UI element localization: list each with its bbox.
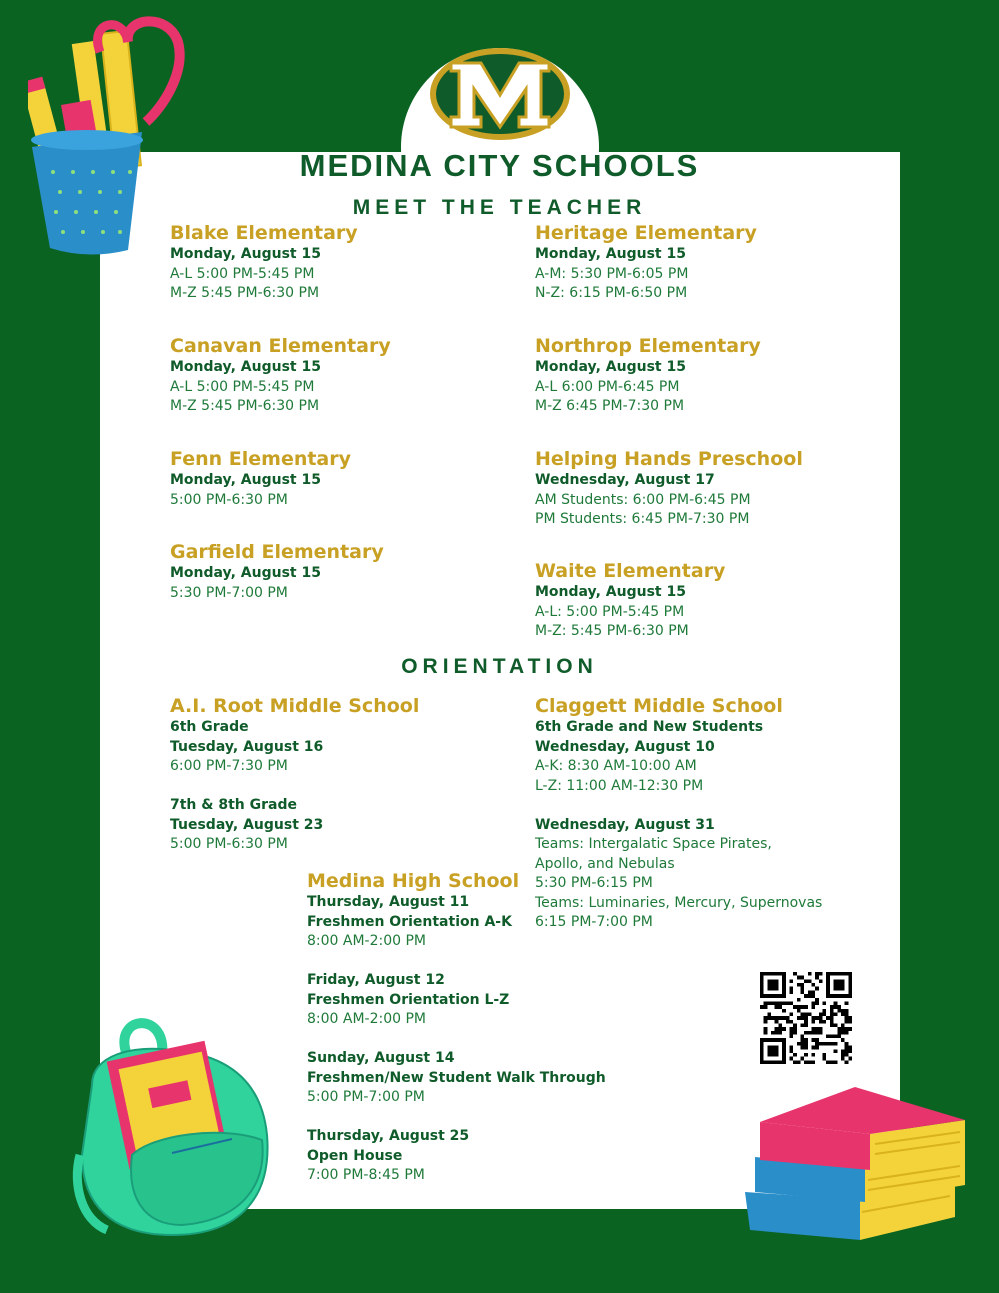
school-name: Blake Elementary — [170, 222, 358, 244]
school-block-blake — [170, 221, 358, 304]
event-date: Monday, August 15 — [535, 246, 686, 262]
book-stack-icon — [740, 1082, 970, 1242]
time-line: 8:00 AM-2:00 PM — [307, 933, 427, 949]
school-logo-icon — [429, 47, 571, 141]
school-block-fenn — [170, 447, 351, 510]
teams-line: Teams: Luminaries, Mercury, Supernovas — [535, 894, 823, 911]
school-name: Helping Hands Preschool — [535, 448, 803, 470]
school-block-waite — [535, 559, 725, 642]
event-title: Freshmen Orientation L-Z — [307, 991, 510, 1008]
event-date: Thursday, August 25 — [307, 1128, 470, 1144]
school-block-heritage — [535, 221, 757, 304]
event-date: Thursday, August 11 — [307, 894, 470, 910]
backpack-icon — [72, 1015, 277, 1245]
school-block-garfield — [170, 540, 384, 603]
time-line: M-Z 5:45 PM-6:30 PM — [170, 398, 320, 414]
event-date: Monday, August 15 — [535, 584, 686, 600]
event-date: Tuesday, August 23 — [170, 816, 324, 833]
school-name: Heritage Elementary — [535, 222, 757, 244]
event-title: Freshmen/New Student Walk Through — [307, 1069, 606, 1086]
time-line: M-Z 6:45 PM-7:30 PM — [535, 398, 685, 414]
school-block-canavan — [170, 334, 391, 417]
time-line: 5:00 PM-6:30 PM — [170, 491, 288, 508]
pencil-cup-icon — [28, 12, 188, 257]
time-line: M-Z: 5:45 PM-6:30 PM — [535, 623, 689, 639]
time-line: L-Z: 11:00 AM-12:30 PM — [535, 777, 704, 794]
school-block-helping-hands — [535, 447, 803, 530]
time-line: 8:00 AM-2:00 PM — [307, 1011, 427, 1027]
district-title: MEDINA CITY SCHOOLS — [299, 148, 700, 183]
time-line: A-L: 5:00 PM-5:45 PM — [535, 603, 685, 620]
school-name: Medina High School — [307, 870, 520, 892]
event-date: Tuesday, August 16 — [170, 738, 324, 755]
school-name: A.I. Root Middle School — [170, 695, 420, 717]
time-line: 7:00 PM-8:45 PM — [307, 1167, 425, 1183]
event-date: Monday, August 15 — [170, 246, 321, 262]
school-name: Northrop Elementary — [535, 335, 761, 357]
event-date: Sunday, August 14 — [307, 1050, 455, 1066]
time-line: 5:30 PM-6:15 PM — [535, 875, 653, 891]
time-line: N-Z: 6:15 PM-6:50 PM — [535, 285, 688, 301]
time-line: 5:00 PM-6:30 PM — [170, 836, 288, 852]
meet-the-teacher-heading: MEET THE TEACHER — [352, 196, 647, 219]
event-date: Monday, August 15 — [170, 359, 321, 375]
time-line: M-Z 5:45 PM-6:30 PM — [170, 285, 320, 301]
time-line: A-M: 5:30 PM-6:05 PM — [535, 265, 689, 282]
grade-label: 7th & 8th Grade — [170, 797, 297, 813]
event-title: Open House — [307, 1147, 403, 1164]
time-line: PM Students: 6:45 PM-7:30 PM — [535, 511, 750, 527]
time-line: 5:00 PM-7:00 PM — [307, 1089, 425, 1105]
time-line: A-L 5:00 PM-5:45 PM — [170, 378, 315, 395]
qr-code-icon[interactable] — [760, 972, 852, 1064]
event-date: Monday, August 15 — [170, 565, 321, 581]
event-date: Monday, August 15 — [535, 359, 686, 375]
time-line: 6:00 PM-7:30 PM — [170, 758, 288, 774]
school-block-northrop — [535, 334, 761, 417]
orientation-heading: ORIENTATION — [401, 655, 598, 678]
event-date: Friday, August 12 — [307, 972, 445, 988]
time-line: 6:15 PM-7:00 PM — [535, 914, 653, 930]
school-block-root-middle — [170, 694, 419, 855]
school-name: Canavan Elementary — [170, 335, 391, 357]
grade-label: 6th Grade and New Students — [535, 719, 764, 735]
school-name: Fenn Elementary — [170, 448, 352, 470]
school-name: Waite Elementary — [535, 560, 726, 582]
time-line: AM Students: 6:00 PM-6:45 PM — [535, 491, 751, 508]
school-name: Garfield Elementary — [170, 541, 384, 563]
teams-line: Apollo, and Nebulas — [535, 855, 675, 872]
grade-label: 6th Grade — [170, 719, 249, 735]
time-line: A-L 5:00 PM-5:45 PM — [170, 265, 315, 282]
event-date: Wednesday, August 17 — [535, 472, 715, 488]
time-line: A-L 6:00 PM-6:45 PM — [535, 378, 680, 395]
event-date: Wednesday, August 10 — [535, 738, 715, 755]
school-name: Claggett Middle School — [535, 695, 783, 717]
event-date: Wednesday, August 31 — [535, 816, 715, 833]
teams-line: Teams: Intergalatic Space Pirates, — [535, 836, 772, 852]
event-date: Monday, August 15 — [170, 472, 321, 488]
event-title: Freshmen Orientation A-K — [307, 913, 512, 930]
time-line: 5:30 PM-7:00 PM — [170, 584, 288, 601]
time-line: A-K: 8:30 AM-10:00 AM — [535, 758, 697, 774]
school-block-medina-high — [307, 869, 606, 1186]
